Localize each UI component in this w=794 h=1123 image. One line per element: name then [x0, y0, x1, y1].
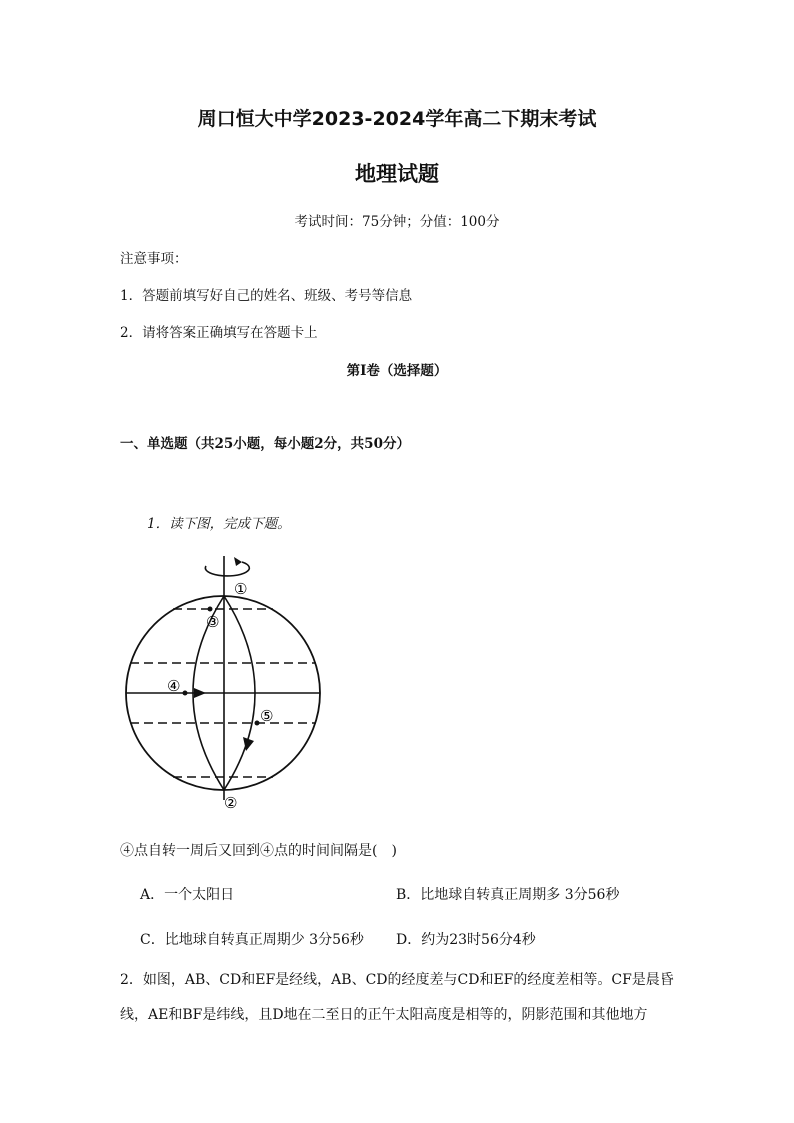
notes-heading: 注意事项： — [120, 251, 188, 267]
label-5: ⑤ — [260, 707, 274, 725]
q1-option-d: D．约为23时56分4秒 — [396, 932, 536, 948]
volume-heading: 第I卷（选择题） — [346, 363, 448, 379]
label-3: ③ — [206, 613, 220, 631]
q1-stem: ④点自转一周后又回到④点的时间间隔是( ) — [120, 843, 397, 859]
q2-text: 2．如图，AB、CD和EF是经线，AB、CD的经度差与CD和EF的经度差相等。CF是晨昏线，AE和BF是纬线，且D地在二至日的正午太阳高度是相等的，阴影范围和其他地方 — [120, 972, 674, 1023]
note-item-2: 2．请将答案正确填写在答题卡上 — [120, 325, 318, 341]
label-4: ④ — [167, 677, 181, 695]
subject-title: 地理试题 — [355, 162, 439, 186]
q1-option-a: A．一个太阳日 — [140, 887, 235, 903]
q1-option-b: B．比地球自转真正周期多 3分56秒 — [396, 887, 620, 903]
rotation-arrow-icon — [205, 562, 249, 576]
point-4-arrow-icon — [194, 688, 206, 698]
point-5-dot — [255, 721, 260, 726]
label-1: ① — [234, 580, 248, 598]
earth-rotation-diagram — [110, 548, 340, 816]
school-exam-title: 周口恒大中学2023-2024学年高二下期末考试 — [197, 108, 597, 130]
rotation-arrowhead-icon — [234, 557, 242, 566]
note-item-1: 1．答题前填写好自己的姓名、班级、考号等信息 — [120, 288, 413, 304]
q1-option-c: C．比地球自转真正周期少 3分56秒 — [140, 932, 364, 948]
point-4-dot — [183, 691, 188, 696]
exam-info: 考试时间：75分钟；分值：100分 — [294, 214, 500, 230]
label-2: ② — [224, 794, 238, 812]
section-heading: 一、单选题（共25小题，每小题2分，共50分） — [120, 436, 410, 452]
q1-instruction: 1．读下图，完成下题。 — [147, 516, 291, 532]
point-3-dot — [208, 607, 213, 612]
